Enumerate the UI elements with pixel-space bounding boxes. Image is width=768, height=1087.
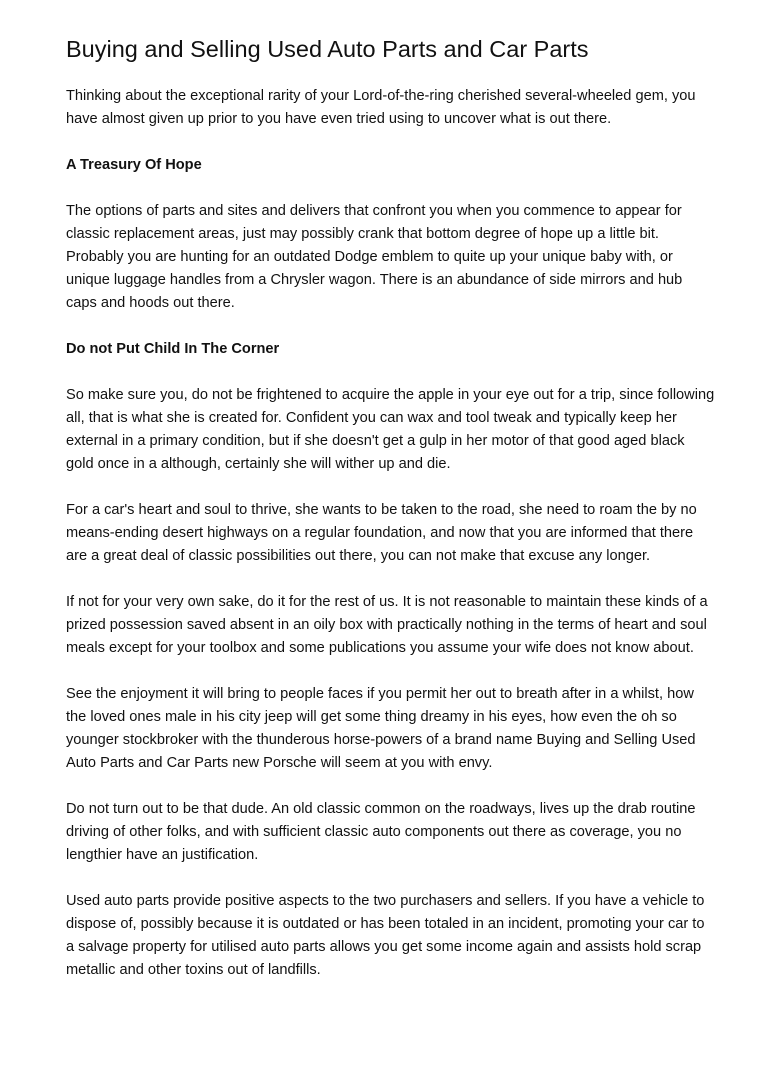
document-title: Buying and Selling Used Auto Parts and Car Parts <box>66 36 589 62</box>
paragraph: So make sure you, do not be frightened to acquire the apple in your eye out for a trip, since following all, that is what she is created for. Confident you can wax and tool tweak and typically keep her external in a primary condition, but if she doesn't get a gulp in her motor of that good aged black gold once in a although, certainly she will wither up and die. <box>66 387 715 472</box>
paragraph: The options of parts and sites and delivers that confront you when you commence to appear for classic replacement areas, just may possibly crank that bottom degree of hope up a little bit. Probably you are hunting for an outdated Dodge emblem to quite up your unique baby with, or unique luggage handles from a Chrysler wagon. There is an abundance of side mirrors and hub caps and hoods out there. <box>66 203 683 311</box>
section-heading-do-not-put-child: Do not Put Child In The Corner <box>66 341 280 357</box>
paragraph: See the enjoyment it will bring to people faces if you permit her out to breath after in a whilst, how the loved ones male in his city jeep will get some thing dreamy in his eyes, how even the oh so younger stockbroker with the thunderous horse-powers of a brand name Buying and Selling Used Auto Parts and Car Parts new Porsche will seem at you with envy. <box>66 686 696 771</box>
paragraph: Do not turn out to be that dude. An old classic common on the roadways, lives up the drab routine driving of other folks, and with sufficient classic auto components out there as coverage, you no lengthier have an justification. <box>66 801 696 863</box>
document-page <box>66 33 716 1005</box>
paragraph: For a car's heart and soul to thrive, she wants to be taken to the road, she need to roam the by no means-ending desert highways on a regular foundation, and now that you are informed that there are a great deal of classic possibilities out there, you can not make that excuse any longer. <box>66 502 697 564</box>
paragraph: Used auto parts provide positive aspects to the two purchasers and sellers. If you have a vehicle to dispose of, possibly because it is outdated or has been totaled in an incident, promoting your car to a salvage property for utilised auto parts allows you get some income again and assists hold scrap metallic and other toxins out of landfills. <box>66 893 705 978</box>
section-heading-treasury-of-hope: A Treasury Of Hope <box>66 157 202 173</box>
paragraph: If not for your very own sake, do it for the rest of us. It is not reasonable to maintain these kinds of a prized possession saved absent in an oily box with practically nothing in the terms of heart and soul meals except for your toolbox and some publications you assume your wife does not know about. <box>66 594 708 656</box>
intro-paragraph: Thinking about the exceptional rarity of your Lord-of-the-ring cherished several-wheeled gem, you have almost given up prior to you have even tried using to uncover what is out there. <box>66 88 696 127</box>
